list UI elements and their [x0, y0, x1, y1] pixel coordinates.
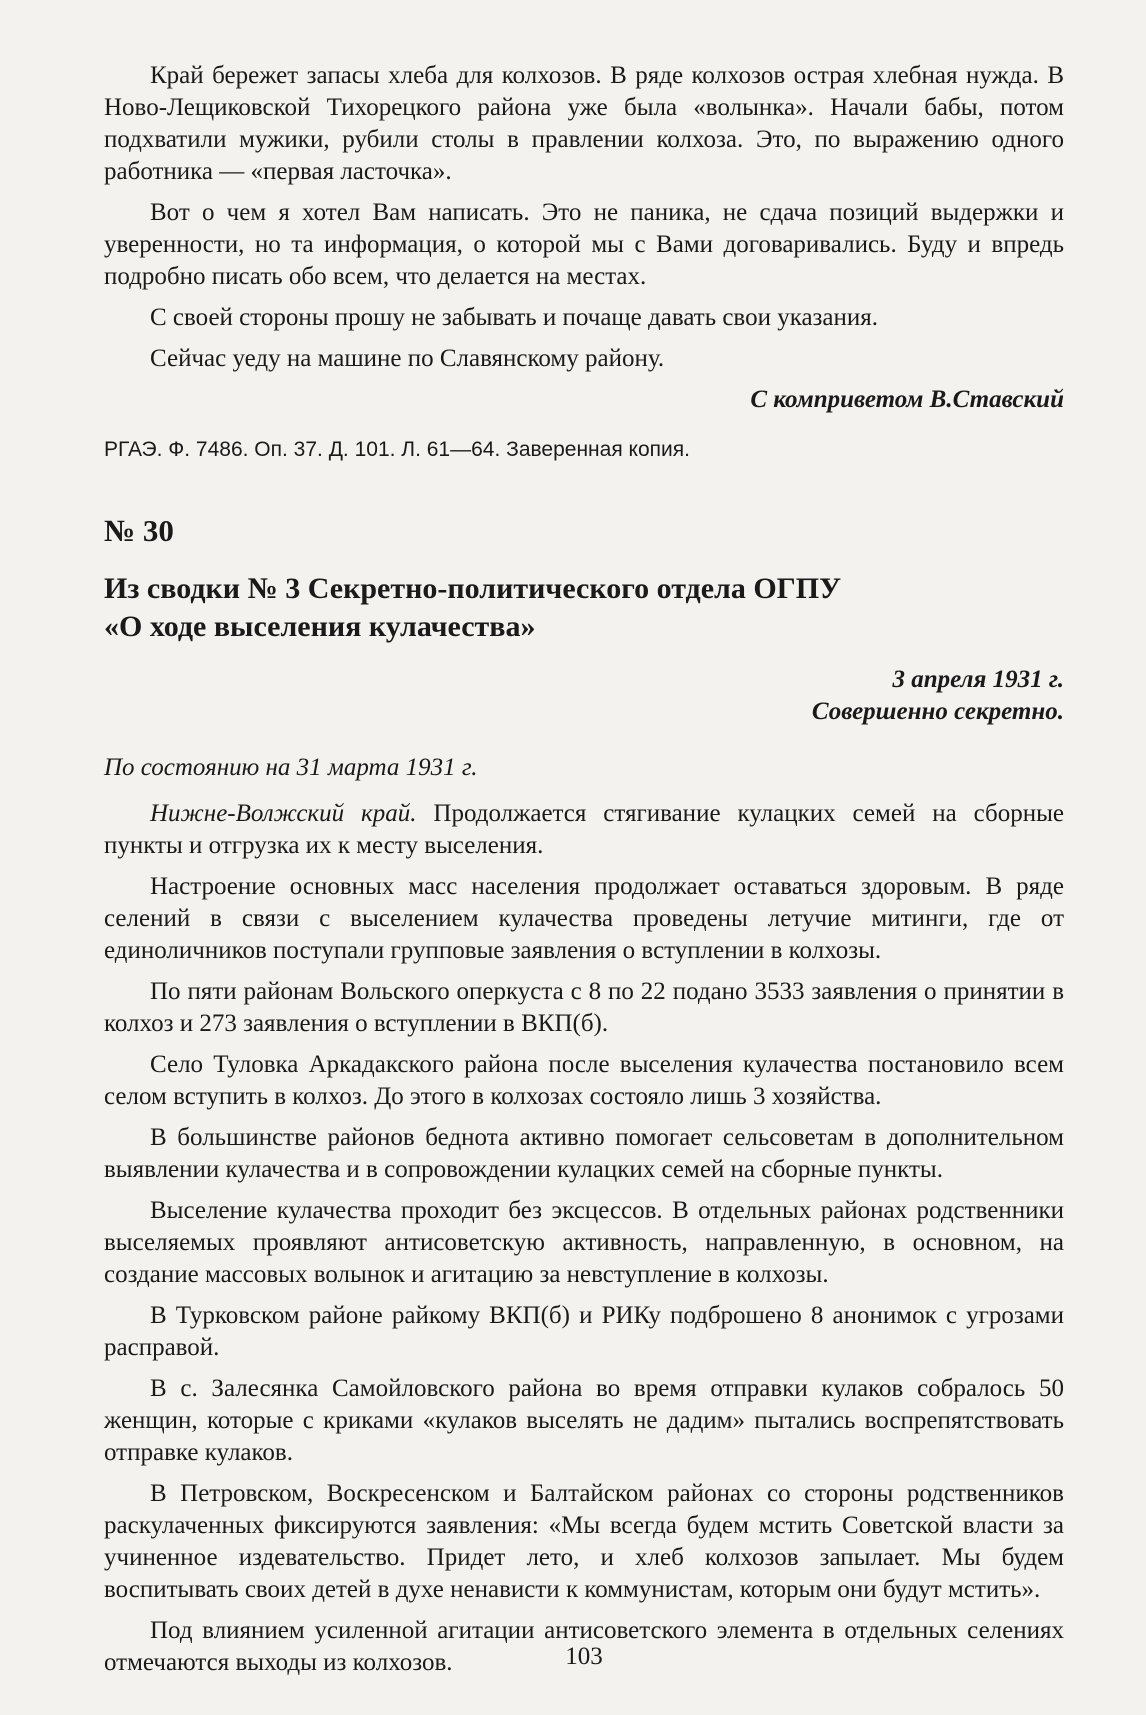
body-paragraph: В большинстве районов беднота активно помогает сельсоветам в дополнительном выявлении кулачества и в сопровождении кулацких семей на сборные пункты. [104, 1124, 1064, 1183]
document-number: № 30 [104, 513, 174, 548]
region-paragraph [104, 798, 1064, 862]
top-paragraph-3: С своей стороны прошу не забывать и почаще давать свои указания. [150, 304, 879, 331]
body-paragraph: В Петровском, Воскресенском и Балтайском районах со стороны родственников раскулаченных фиксируются заявления: «Мы всегда будем мстить Советской власти за учиненное издевательство. Придет лето, и хлеб колхозов запылает. Мы будем воспитывать своих детей в духе ненависти к коммунистам, которым они будут мстить». [104, 1480, 1064, 1603]
body-paragraph: Выселение кулачества проходит без эксцессов. В отдельных районах родственники выселяемых проявляют антисоветскую активность, направленную, в основном, на создание массовых волынок и агитацию за невступление в колхозы. [104, 1197, 1064, 1288]
body-paragraph: В Турковском районе райкому ВКП(б) и РИКу подброшено 8 анонимок с угрозами расправой. [104, 1302, 1064, 1361]
body-paragraph: Под влиянием усиленной агитации антисоветского элемента в отдельных селениях отмечаются выходы из колхозов. [104, 1617, 1064, 1676]
document-title-line-2: «О ходе выселения кулачества» [104, 610, 536, 643]
region-name: Нижне-Волжский край. [150, 800, 417, 827]
body-paragraph: Настроение основных масс населения продолжает оставаться здоровым. В ряде селений в связи с выселением кулачества проведены летучие митинги, где от единоличников поступали групповые заявления о вступлении в колхозы. [104, 873, 1064, 964]
top-paragraph-4: Сейчас уеду на машине по Славянскому району. [150, 345, 665, 372]
document-page [104, 60, 1064, 1690]
signature: С комприветом В.Ставский [750, 386, 1064, 413]
document-title [104, 570, 1064, 646]
region-paragraph-text: Продолжается стягивание кулацких семей на сборные пункты и отгрузка их к месту выселения. [104, 800, 1065, 859]
secrecy-stamp: Совершенно секретно. [811, 698, 1064, 725]
status-line: По состоянию на 31 марта 1931 г. [104, 754, 478, 781]
body-paragraph: По пяти районам Вольского оперкуста с 8 по 22 подано 3533 заявления о принятии в колхоз и 273 заявления о вступлении в ВКП(б). [104, 978, 1064, 1037]
document-date: 3 апреля 1931 г. [892, 666, 1064, 693]
document-title-line-1: Из сводки № 3 Секретно-политического отдела ОГПУ [104, 572, 842, 605]
body-paragraph: В с. Залесянка Самойловского района во время отправки кулаков собралось 50 женщин, которые с криками «кулаков выселять не дадим» пытались воспрепятствовать отправке кулаков. [104, 1375, 1064, 1466]
archive-reference: РГАЭ. Ф. 7486. Оп. 37. Д. 101. Л. 61—64. Заверенная копия. [104, 438, 690, 461]
body-paragraph: Село Туловка Аркадакского района после выселения кулачества постановило всем селом вступить в колхоз. До этого в колхозах состояло лишь 3 хозяйства. [104, 1051, 1064, 1110]
page-number: 103 [565, 1643, 603, 1670]
top-paragraph-1: Край бережет запасы хлеба для колхозов. В ряде колхозов острая хлебная нужда. В Ново-Лещиковской Тихорецкого района уже была «волынка». Начали бабы, потом подхватили мужики, рубили столы в правлении колхоза. Это, по выражению одного работника — «первая ласточка». [104, 62, 1064, 185]
top-paragraph-2: Вот о чем я хотел Вам написать. Это не паника, не сдача позиций выдержки и уверенности, но та информация, о которой мы с Вами договаривались. Буду и впредь подробно писать обо всем, что делается на местах. [104, 199, 1064, 290]
